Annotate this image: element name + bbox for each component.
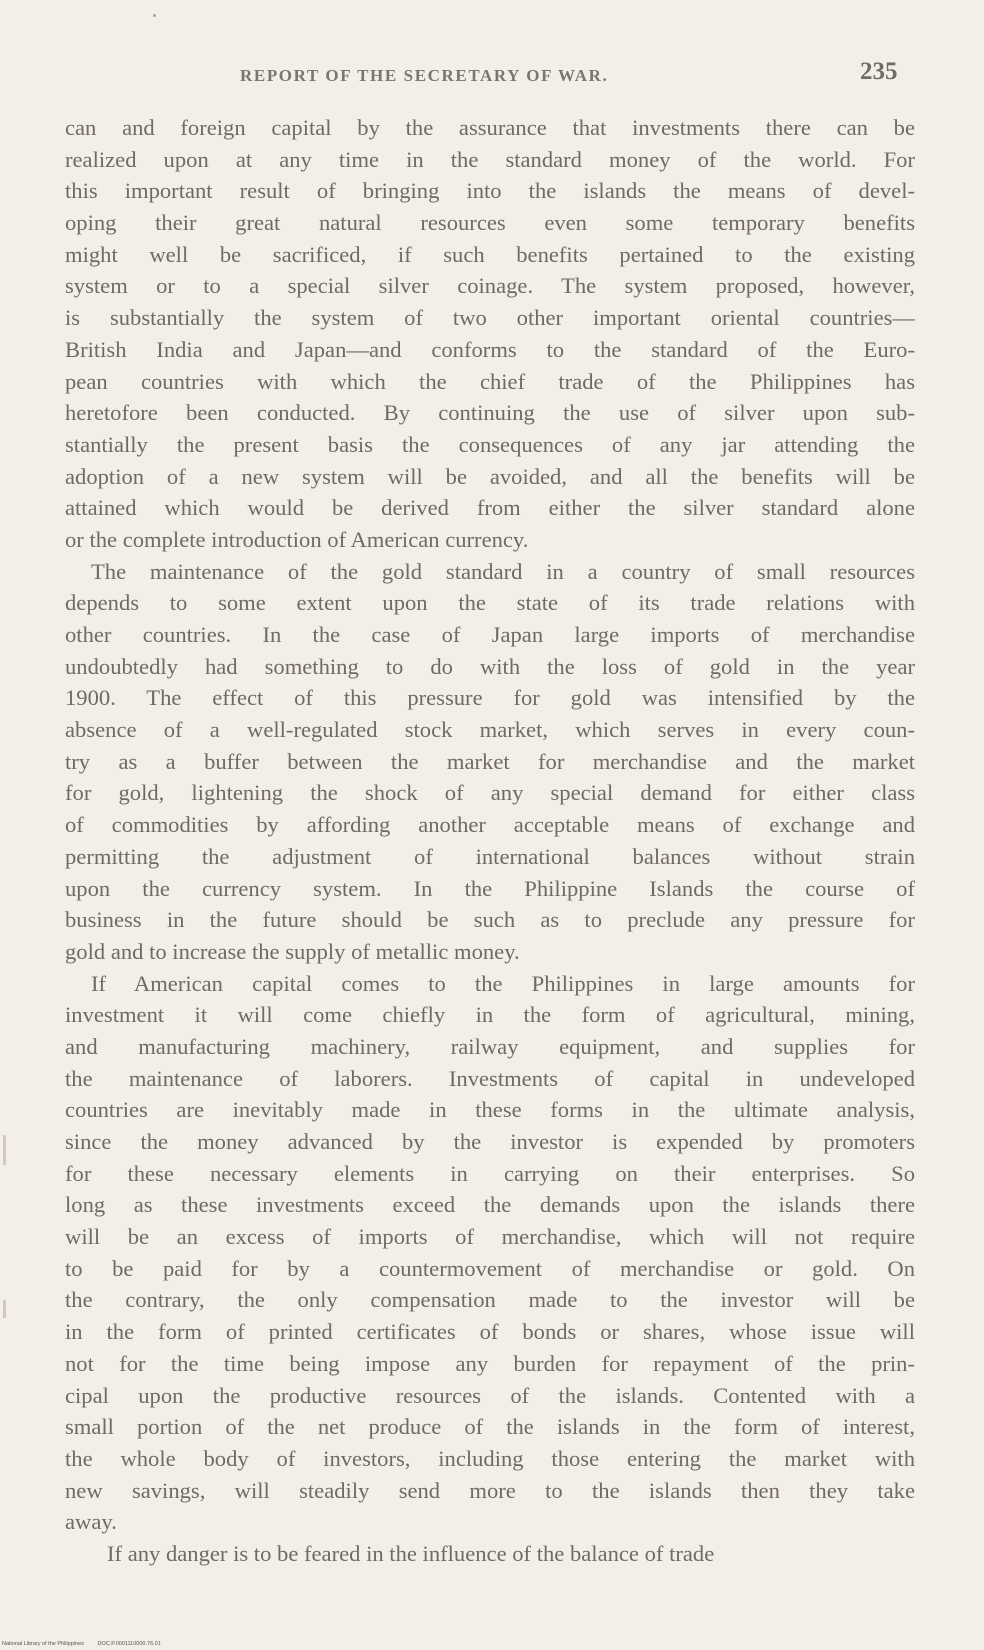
text-line: cipal upon the productive resources of the islands. Contented with a	[65, 1382, 915, 1408]
text-line: undoubtedly had something to do with the loss of gold in the year	[65, 653, 915, 679]
page-number: 235	[860, 58, 898, 85]
text-line: and manufacturing machinery, railway equipment, and supplies for	[65, 1033, 915, 1059]
text-line: investment it will come chiefly in the form of agricultural, mining,	[65, 1002, 915, 1028]
text-line: If American capital comes to the Philippines in large amounts for	[91, 970, 915, 996]
text-line: new savings, will steadily send more to the islands then they take	[65, 1477, 915, 1503]
text-line: away.	[65, 1509, 117, 1535]
text-line: business in the future should be such as to preclude any pressure for	[65, 907, 915, 933]
text-line: the contrary, the only compensation made to the investor will be	[65, 1287, 915, 1313]
text-line: stantially the present basis the consequences of any jar attending the	[65, 431, 915, 457]
text-line: of commodities by affording another acceptable means of exchange and	[65, 812, 915, 838]
text-line: or the complete introduction of American currency.	[65, 526, 529, 552]
running-title: REPORT OF THE SECRETARY OF WAR.	[240, 66, 609, 85]
text-line: long as these investments exceed the demands upon the islands there	[65, 1192, 915, 1218]
body-text	[65, 112, 915, 1570]
text-line: try as a buffer between the market for merchandise and the market	[65, 748, 915, 774]
text-line: in the form of printed certificates of bonds or shares, whose issue will	[65, 1319, 915, 1345]
text-line: not for the time being impose any burden for repayment of the prin-	[65, 1350, 915, 1376]
text-line: for gold, lightening the shock of any special demand for either class	[65, 780, 915, 806]
paragraph	[65, 112, 915, 556]
paragraph	[65, 556, 915, 968]
text-line: other countries. In the case of Japan large imports of merchandise	[65, 622, 915, 647]
text-line: permitting the adjustment of international balances without strain	[65, 843, 915, 869]
text-line: absence of a well-regulated stock market, which serves in every coun-	[65, 717, 915, 743]
text-line: will be an excess of imports of merchandise, which will not require	[65, 1224, 915, 1250]
text-line: to be paid for by a countermovement of merchandise or gold. On	[65, 1255, 915, 1281]
text-line: is substantially the system of two other important oriental countries—	[65, 305, 915, 331]
footer-library: National Library of the Philippines	[2, 1641, 84, 1647]
text-line: The maintenance of the gold standard in a country of small resources	[91, 558, 915, 584]
text-line: for these necessary elements in carrying on their enterprises. So	[65, 1160, 915, 1186]
text-line: gold and to increase the supply of metallic money.	[65, 938, 520, 964]
text-line: heretofore been conducted. By continuing the use of silver upon sub-	[65, 400, 915, 426]
text-line: the whole body of investors, including those entering the market with	[65, 1445, 915, 1471]
paragraph	[65, 1538, 915, 1570]
paragraph	[65, 968, 915, 1538]
text-line: attained which would be derived from either the silver standard alone	[65, 495, 915, 521]
text-line: system or to a special silver coinage. The system proposed, however,	[65, 273, 915, 299]
text-line: oping their great natural resources even some temporary benefits	[65, 210, 915, 236]
running-header	[0, 58, 984, 94]
text-line: realized upon at any time in the standard money of the world. For	[65, 146, 915, 172]
scan-footer	[2, 1641, 173, 1647]
text-line: 1900. The effect of this pressure for gold was intensified by the	[65, 685, 915, 711]
text-line: might well be sacrificed, if such benefits pertained to the existing	[65, 241, 915, 267]
text-line: depends to some extent upon the state of its trade relations with	[65, 590, 915, 616]
text-line: adoption of a new system will be avoided, and all the benefits will be	[65, 463, 915, 489]
edge-mark	[3, 1300, 6, 1318]
text-line: countries are inevitably made in these forms in the ultimate analysis,	[65, 1097, 915, 1123]
text-line: If any danger is to be feared in the influence of the balance of trade	[107, 1540, 715, 1566]
text-line: British India and Japan—and conforms to the standard of the Euro-	[65, 336, 915, 362]
text-line: upon the currency system. In the Philippine Islands the course of	[65, 875, 915, 901]
footer-code: DOC.P.0001110000.76.01	[97, 1641, 161, 1647]
text-line: this important result of bringing into the islands the means of devel-	[65, 178, 915, 204]
edge-mark	[3, 1135, 6, 1165]
text-line: the maintenance of laborers. Investments of capital in undeveloped	[65, 1065, 915, 1091]
text-line: since the money advanced by the investor is expended by promoters	[65, 1129, 915, 1154]
text-line: small portion of the net produce of the islands in the form of interest,	[65, 1414, 915, 1440]
speck-mark	[153, 14, 156, 17]
text-line: pean countries with which the chief trade of the Philippines has	[65, 368, 915, 394]
text-line: can and foreign capital by the assurance that investments there can be	[65, 115, 915, 140]
